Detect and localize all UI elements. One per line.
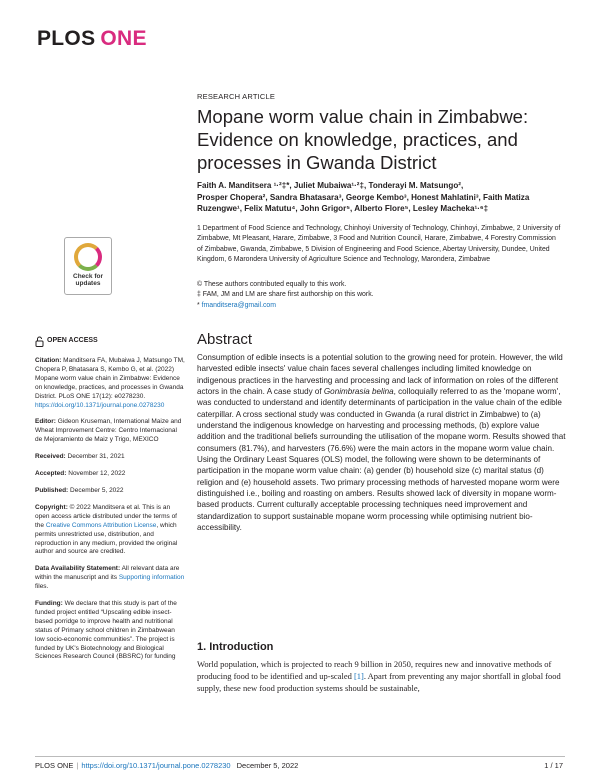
corresponding-email: * fmanditsera@gmail.com [197,301,277,309]
article-type: RESEARCH ARTICLE [197,92,276,101]
author-line: Ruzengwe¹, Felix Matutu⁴, John Grigor⁵, Alberto Flore⁵, Lesley Macheka¹·⁶‡ [197,204,489,213]
refresh-icon [74,243,102,271]
footer-divider [35,756,565,757]
species-name: Gonimbrasia belina [323,387,394,397]
journal-logo: PLOS ONE [37,27,147,50]
open-lock-icon [35,336,44,347]
citation-doi-link[interactable]: https://doi.org/10.1371/journal.pone.0278230 [35,401,165,409]
author-line: Faith A. Manditsera ¹·²‡*, Juliet Mubaiwa¹·²‡, Tonderayi M. Matsungo², [197,181,464,190]
article-sidebar [35,336,185,670]
abstract-body: Consumption of edible insects is a potential solution to the growing need for protein. However, the wild harvested edible insects' value chain faces several challenges including limited knowledge on indigenous practices in the harvesting and processing and lack of information on roles of the different actors in the chain. A case study of Gonimbrasia belina, colloquially referred to as the 'mopane worm', was conducted to understand and identify determinants of participation in the value chain of the edible caterpillar. A cross sectional study was conducted in Gwanda (a rural district in Zimbabwe) to (a) understand the indigenous knowledge on harvesting and processing methods, (b) explore value addition and the traditional beliefs surrounding the utilisation of the mopane worm. Results showed that consumers (81.7%), and harvesters (76.6%) were the main actors in the mopane worm value chain. Using the Ordinary Least Squares (OLS) model, the following were shown to be determinants of participation in the mopane worm value chain: (a) gender (b) household size (c) marital status (d) religion and (e) household assets. Two primary processing methods of harvested mopane worm were distinguished i.e., boiling and roasting on ambers. Results showed lack of diversity in mopane worm-based products. Current culturally acceptable processing techniques need improvement and standardization to support sustainable mopane worm processing while optimising nutrient bio-accessibility. [197,353,566,533]
copyright: Copyright: © 2022 Manditsera et al. This is an open access article distributed under the terms of the Creative Commons Attribution License, which permits unrestricted use, distribution, and reproduction in any medium, provided the original author and source are credited. [35,503,178,556]
article-title: Mopane worm value chain in Zimbabwe: Evidence on knowledge, practices, and processes in Gwanda District [197,106,529,173]
page-number: 1 / 17 [544,761,563,770]
accepted-date: Accepted: November 12, 2022 [35,470,126,478]
equal-contribution-note: © These authors contributed equally to this work. [197,281,347,288]
page-footer: PLOS ONE | https://doi.org/10.1371/journal.pone.0278230 December 5, 2022 [35,761,299,770]
abstract-heading: Abstract [197,331,253,348]
license-link[interactable]: Creative Commons Attribution License [45,521,157,529]
affiliations: 1 Department of Food Science and Technology, Chinhoyi University of Technology, Chinhoyi, Zimbabwe, 2 University of Zimbabwe, Mt Pleasant, Harare, Zimbabwe, 3 Food and Nutrition Council, Harare, Zimbabwe, 4 Forestry Commission of Zimbabwe, Gwanda, Zimbabwe, 5 Division of Engineering and Food Science, Abertay University, Dundee, United Kingdom, 6 Marondera University of Agriculture Science and Technology, Marondera, Zimbabwe [197,225,561,263]
open-access-label: OPEN ACCESS [35,336,185,347]
footer-journal: PLOS ONE [35,761,74,770]
citation: Citation: Manditsera FA, Mubaiwa J, Matsungo TM, Chopera P, Bhatasara S, Kembo G, et al. (2022) Mopane worm value chain in Zimbabwe: Evidence on knowledge, practices, and processes in Gwanda District. PLoS ONE 17(12): e0278230. https://doi.org/10.1371/journal.pone.0278230 [35,357,185,409]
funding: Funding: We declare that this study is part of the funded project entitled “Upscaling edible insect-based porridge to improve health and nutritional status of Primary school children in Zimbabwean low socio-economic communities”. The project is funded by UK's Biotechnology and Biological Sciences Research Council (BBSRC) for funding [35,600,177,661]
published-date: Published: December 5, 2022 [35,486,124,494]
editor: Editor: Gideon Kruseman, International Maize and Wheat Improvement Centre: Centro Internacional de Mejoramiento de Maiz y Trigo, MEXICO [35,418,182,444]
received-date: Received: December 31, 2021 [35,453,125,461]
introduction-heading: 1. Introduction [197,641,274,653]
reference-link[interactable]: [1] [353,670,364,681]
introduction-body: World population, which is projected to reach 9 billion in 2050, requires new and innovative methods of producing food to be identified and up-scaled [1]. Apart from preventing any major shortfall in global food supply, these new food production systems should be sustainable, [197,659,561,693]
author-notes [197,280,562,311]
check-for-updates-badge[interactable]: Check for updates [64,237,112,295]
author-line: Prosper Chopera², Sandra Bhatasara³, George Kembo³, Honest Mahlatini³, Faith Matiza [197,192,530,202]
footer-doi-link[interactable]: https://doi.org/10.1371/journal.pone.0278230 [81,761,231,770]
shared-authorship-note: ‡ FAM, JM and LM are share first authorship on this work. [197,291,374,299]
data-availability: Data Availability Statement: All relevant data are within the manuscript and its Supporting information files. [35,565,185,591]
email-link[interactable]: fmanditsera@gmail.com [201,301,277,309]
supporting-info-link[interactable]: Supporting information [118,574,185,582]
footer-date: December 5, 2022 [236,761,299,770]
author-list [197,180,557,215]
